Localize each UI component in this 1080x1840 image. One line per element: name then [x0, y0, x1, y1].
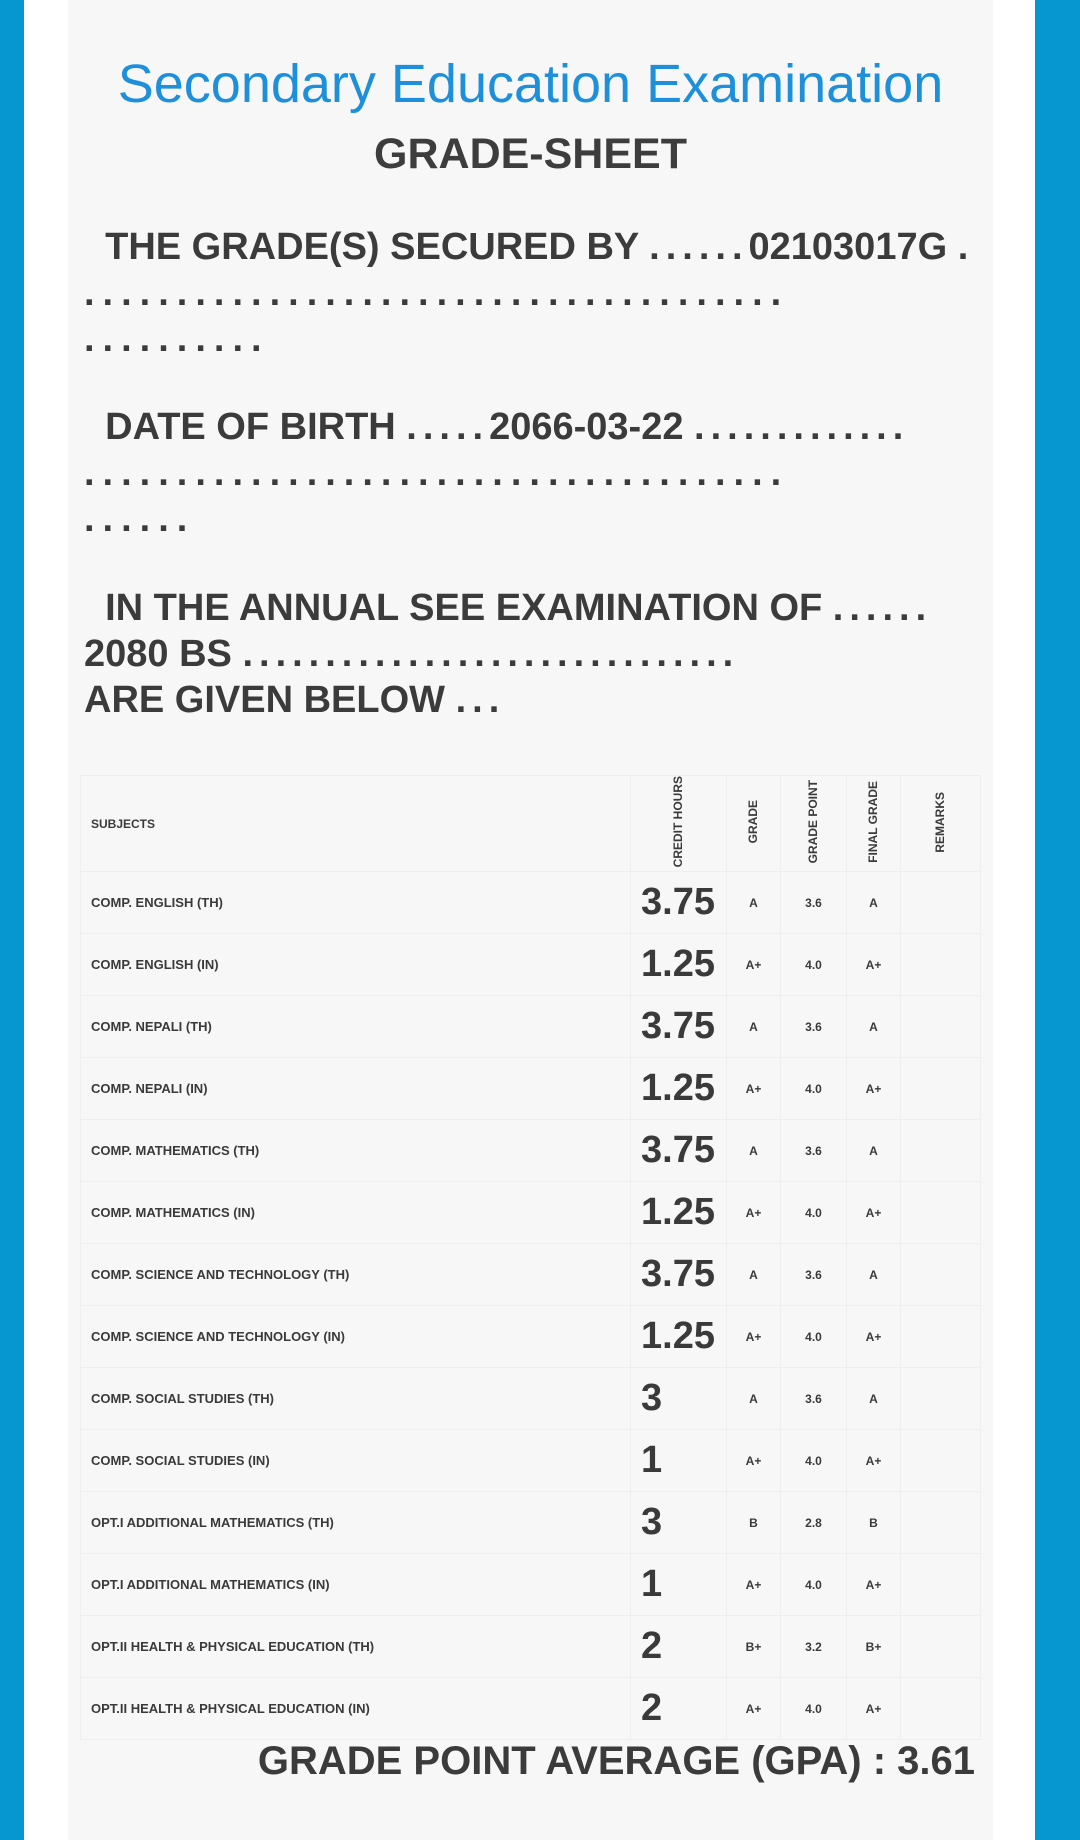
subject-cell: COMP. SOCIAL STUDIES (IN) [81, 1430, 631, 1492]
grade-point-cell: 4.0 [781, 1182, 847, 1244]
credit-hours-cell: 1 [631, 1554, 727, 1616]
symbol-number: 02103017G [748, 226, 948, 268]
final-grade-cell: A [847, 996, 901, 1058]
final-grade-cell: A+ [847, 1182, 901, 1244]
credit-hours-cell: 3.75 [631, 872, 727, 934]
header-grade: GRADE [727, 776, 781, 872]
table-row [81, 996, 981, 1058]
subject-cell: COMP. SOCIAL STUDIES (TH) [81, 1368, 631, 1430]
remarks-cell [901, 1244, 981, 1306]
final-grade-cell: A [847, 872, 901, 934]
final-grade-cell: A+ [847, 1306, 901, 1368]
table-row [81, 1120, 981, 1182]
final-grade-cell: A+ [847, 1678, 901, 1740]
grade-cell: B+ [727, 1616, 781, 1678]
remarks-cell [901, 1120, 981, 1182]
grade-cell: A [727, 1120, 781, 1182]
table-row [81, 1492, 981, 1554]
credit-hours-cell: 1.25 [631, 1306, 727, 1368]
credit-hours-cell: 3.75 [631, 996, 727, 1058]
grade-point-cell: 4.0 [781, 1554, 847, 1616]
grade-table [80, 775, 981, 1740]
final-grade-cell: B+ [847, 1616, 901, 1678]
grade-point-cell: 2.8 [781, 1492, 847, 1554]
final-grade-cell: A+ [847, 1058, 901, 1120]
grade-table-body [81, 872, 981, 1740]
grade-point-cell: 4.0 [781, 1306, 847, 1368]
credit-hours-cell: 3.75 [631, 1244, 727, 1306]
gpa-line [258, 1736, 975, 1786]
grade-point-cell: 3.2 [781, 1616, 847, 1678]
table-row [81, 1306, 981, 1368]
grade-point-cell: 3.6 [781, 996, 847, 1058]
grade-cell: B [727, 1492, 781, 1554]
grade-cell: A+ [727, 1306, 781, 1368]
remarks-cell [901, 1492, 981, 1554]
remarks-cell [901, 1306, 981, 1368]
table-row [81, 1368, 981, 1430]
header-final-grade: FINAL GRADE [847, 776, 901, 872]
sheet-title: GRADE-SHEET [374, 130, 687, 178]
grade-cell: A [727, 1244, 781, 1306]
table-row [81, 1554, 981, 1616]
subject-cell: COMP. ENGLISH (TH) [81, 872, 631, 934]
grade-point-cell: 4.0 [781, 1678, 847, 1740]
grade-cell: A+ [727, 1430, 781, 1492]
subject-cell: COMP. NEPALI (IN) [81, 1058, 631, 1120]
table-header-row [81, 776, 981, 872]
grade-cell: A [727, 996, 781, 1058]
credit-hours-cell: 1.25 [631, 1058, 727, 1120]
grade-point-cell: 3.6 [781, 872, 847, 934]
secured-by-label: THE GRADE(S) SECURED BY [105, 226, 639, 268]
final-grade-cell: A [847, 1120, 901, 1182]
table-row [81, 872, 981, 934]
subject-cell: OPT.I ADDITIONAL MATHEMATICS (TH) [81, 1492, 631, 1554]
table-row [81, 1244, 981, 1306]
table-row [81, 1616, 981, 1678]
credit-hours-cell: 1 [631, 1430, 727, 1492]
remarks-cell [901, 1616, 981, 1678]
remarks-cell [901, 996, 981, 1058]
exam-year: 2080 BS [84, 633, 232, 675]
gpa-label: GRADE POINT AVERAGE (GPA) : [257, 1739, 887, 1783]
credit-hours-cell: 1.25 [631, 934, 727, 996]
subject-cell: COMP. ENGLISH (IN) [81, 934, 631, 996]
grade-point-cell: 3.6 [781, 1244, 847, 1306]
credit-hours-cell: 3.75 [631, 1120, 727, 1182]
remarks-cell [901, 1058, 981, 1120]
header-subjects: SUBJECTS [81, 776, 631, 872]
final-grade-cell: B [847, 1492, 901, 1554]
credit-hours-cell: 2 [631, 1616, 727, 1678]
subject-cell: OPT.II HEALTH & PHYSICAL EDUCATION (IN) [81, 1678, 631, 1740]
gpa-value: 3.61 [897, 1739, 975, 1783]
subject-cell: COMP. SCIENCE AND TECHNOLOGY (IN) [81, 1306, 631, 1368]
secured-by-statement: THE GRADE(S) SECURED BY ......02103017G . ...................................... .......... [84, 226, 975, 360]
table-row [81, 934, 981, 996]
final-grade-cell: A [847, 1368, 901, 1430]
given-below-text: ARE GIVEN BELOW [84, 679, 446, 721]
grade-sheet [68, 0, 993, 1840]
exam-label: IN THE ANNUAL SEE EXAMINATION OF [105, 587, 823, 629]
final-grade-cell: A+ [847, 934, 901, 996]
credit-hours-cell: 2 [631, 1678, 727, 1740]
grade-point-cell: 3.6 [781, 1120, 847, 1182]
grade-cell: A+ [727, 1554, 781, 1616]
grade-cell: A [727, 1368, 781, 1430]
exam-statement: IN THE ANNUAL SEE EXAMINATION OF ...... 2080 BS .............................. ARE GIVEN BELOW ... [84, 587, 933, 721]
dob-label: DATE OF BIRTH [105, 406, 396, 448]
grade-cell: A+ [727, 1678, 781, 1740]
grade-cell: A [727, 872, 781, 934]
grade-cell: A+ [727, 1058, 781, 1120]
table-row [81, 1430, 981, 1492]
subject-cell: OPT.II HEALTH & PHYSICAL EDUCATION (TH) [81, 1616, 631, 1678]
grade-point-cell: 4.0 [781, 1058, 847, 1120]
exam-title: Secondary Education Examination [117, 54, 944, 114]
final-grade-cell: A [847, 1244, 901, 1306]
credit-hours-cell: 3 [631, 1492, 727, 1554]
header-remarks: REMARKS [901, 776, 981, 872]
credit-hours-cell: 1.25 [631, 1182, 727, 1244]
subject-cell: COMP. SCIENCE AND TECHNOLOGY (TH) [81, 1244, 631, 1306]
credit-hours-cell: 3 [631, 1368, 727, 1430]
table-row [81, 1182, 981, 1244]
grade-point-cell: 4.0 [781, 934, 847, 996]
remarks-cell [901, 872, 981, 934]
subject-cell: COMP. NEPALI (TH) [81, 996, 631, 1058]
subject-cell: COMP. MATHEMATICS (TH) [81, 1120, 631, 1182]
date-of-birth-statement: DATE OF BIRTH .....2066-03-22 ............. ...................................... ...... [84, 406, 910, 540]
table-row [81, 1058, 981, 1120]
remarks-cell [901, 1368, 981, 1430]
header-credit-hours: CREDIT HOURS [631, 776, 727, 872]
grade-cell: A+ [727, 934, 781, 996]
final-grade-cell: A+ [847, 1430, 901, 1492]
dob-value: 2066-03-22 [489, 406, 684, 448]
remarks-cell [901, 1554, 981, 1616]
grade-point-cell: 4.0 [781, 1430, 847, 1492]
remarks-cell [901, 934, 981, 996]
final-grade-cell: A+ [847, 1554, 901, 1616]
header-grade-point: GRADE POINT [781, 776, 847, 872]
remarks-cell [901, 1678, 981, 1740]
grade-cell: A+ [727, 1182, 781, 1244]
remarks-cell [901, 1430, 981, 1492]
remarks-cell [901, 1182, 981, 1244]
table-row [81, 1678, 981, 1740]
subject-cell: COMP. MATHEMATICS (IN) [81, 1182, 631, 1244]
subject-cell: OPT.I ADDITIONAL MATHEMATICS (IN) [81, 1554, 631, 1616]
grade-point-cell: 3.6 [781, 1368, 847, 1430]
